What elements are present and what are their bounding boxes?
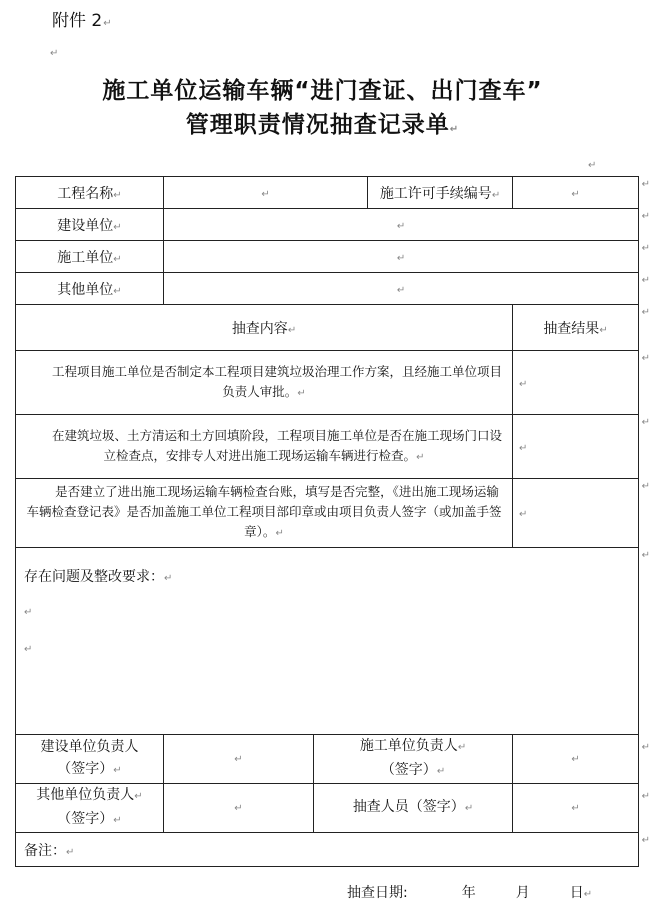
paragraph-mark-icon: ↵ — [50, 48, 59, 59]
signature-row — [16, 735, 639, 784]
check-item-result-field[interactable]: ↵ ↵ — [513, 351, 639, 415]
check-header-row — [16, 305, 639, 351]
month-label: 月 — [515, 885, 530, 901]
remarks-label: 备注： — [24, 842, 66, 859]
attachment-label: 附件 2↵ — [52, 11, 112, 31]
construction-unit-label: 建设单位↵ — [16, 209, 164, 241]
permit-number-label: 施工许可手续编号↵ — [368, 177, 513, 209]
paragraph-mark-icon: ↵ — [588, 160, 597, 171]
document-title-line2: 管理职责情况抽查记录单↵ — [185, 112, 460, 138]
paragraph-mark-icon: ↵ — [583, 889, 593, 900]
check-item-row — [16, 415, 639, 479]
inspector-signature-field[interactable]: ↵ ↵ — [513, 784, 639, 833]
check-item-result-field[interactable]: ↵ ↵ — [513, 479, 639, 548]
contractor-unit-field[interactable]: ↵ ↵ — [164, 241, 639, 273]
check-content-header: 抽查内容↵ — [16, 305, 513, 351]
check-item-text: 工程项目施工单位是否制定本工程项目建筑垃圾治理工作方案，且经施工单位项目负责人审批。↵ — [16, 351, 513, 415]
day-label: 日 — [569, 885, 584, 901]
contractor-head-signature-field[interactable]: ↵ ↵ — [513, 735, 639, 784]
check-item-text: 是否建立了进出施工现场运输车辆检查台账，填写是否完整，《进出施工现场运输车辆检查登记表》是否加盖施工单位工程项目部印章或由项目负责人签字（或加盖手签章）。↵ — [16, 479, 513, 548]
paragraph-mark-icon: ↵ — [103, 18, 112, 29]
inspection-date-line — [347, 882, 592, 902]
issues-label: 存在问题及整改要求： — [24, 569, 164, 585]
inspector-label: 抽查人员（签字）↵ — [314, 784, 513, 833]
check-item-row — [16, 479, 639, 548]
other-unit-field[interactable]: ↵ ↵ — [164, 273, 639, 305]
check-item-row — [16, 351, 639, 415]
project-name-label: 工程名称↵ — [16, 177, 164, 209]
document-title-line1: 施工单位运输车辆“进门查证、出门查车” — [102, 78, 543, 104]
remarks-row — [16, 833, 639, 867]
permit-number-field[interactable]: ↵ ↵ — [513, 177, 639, 209]
check-result-header: 抽查结果↵ ↵ — [513, 305, 639, 351]
construction-unit-field[interactable]: ↵ ↵ — [164, 209, 639, 241]
project-name-row — [16, 177, 639, 209]
other-unit-label: 其他单位↵ — [16, 273, 164, 305]
year-label: 年 — [461, 885, 476, 901]
other-head-signature-field[interactable]: ↵ — [164, 784, 314, 833]
issues-row — [16, 548, 639, 735]
construction-head-label: 建设单位负责人 （签字）↵ — [16, 735, 164, 784]
signature-row — [16, 784, 639, 833]
contractor-unit-row — [16, 241, 639, 273]
contractor-unit-label: 施工单位↵ — [16, 241, 164, 273]
other-head-label: 其他单位负责人↵ （签字）↵ — [16, 784, 164, 833]
contractor-head-label: 施工单位负责人↵ （签字）↵ — [314, 735, 513, 784]
date-label: 抽查日期: — [347, 885, 408, 901]
check-item-text: 在建筑垃圾、土方清运和土方回填阶段，工程项目施工单位是否在施工现场门口设立检查点，安排专人对进出施工现场运输车辆进行检查。↵ — [16, 415, 513, 479]
construction-unit-row — [16, 209, 639, 241]
other-unit-row — [16, 273, 639, 305]
construction-head-signature-field[interactable]: ↵ — [164, 735, 314, 784]
remarks-field[interactable]: 备注：↵ ↵ — [16, 833, 639, 867]
issues-field[interactable]: 存在问题及整改要求：↵ ↵ ↵ ↵ — [16, 548, 639, 735]
paragraph-mark-icon: ↵ — [449, 124, 460, 135]
inspection-record-table — [15, 176, 650, 867]
project-name-field[interactable]: ↵ — [164, 177, 368, 209]
check-item-result-field[interactable]: ↵ ↵ — [513, 415, 639, 479]
